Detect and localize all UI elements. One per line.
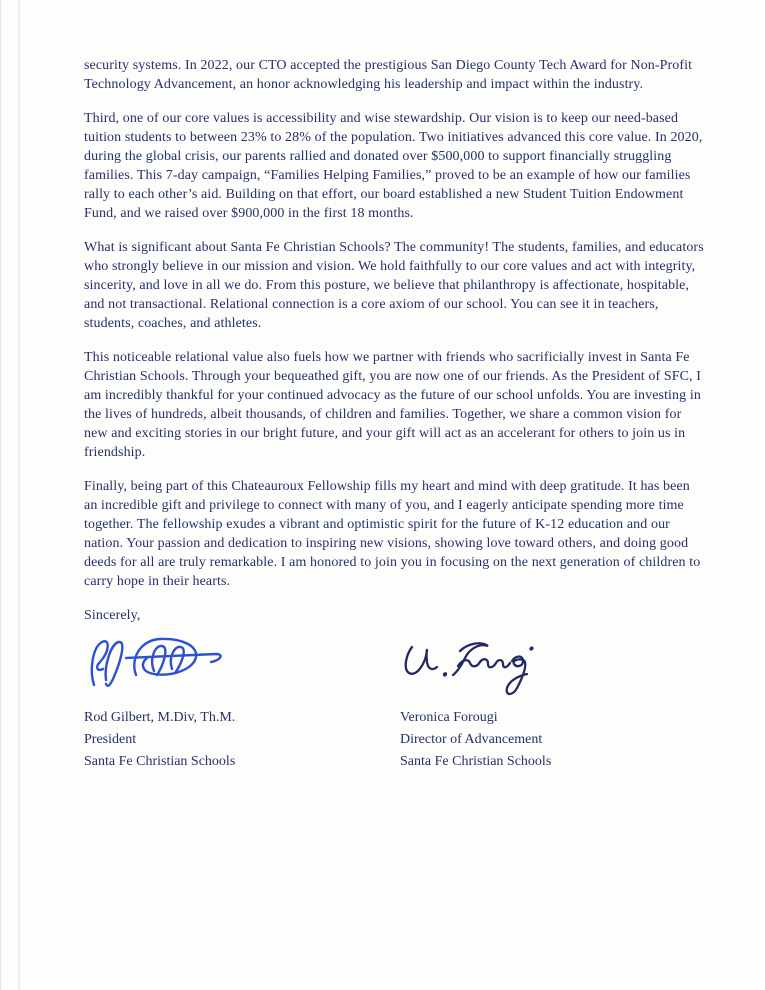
letter-closing: Sincerely, [84,608,141,623]
signer-organization: Santa Fe Christian Schools [400,754,552,769]
rod-gilbert-signature-handwriting [84,631,234,703]
signer-name: Rod Gilbert, M.Div, Th.M. [84,710,236,725]
letter-body [84,56,706,773]
letter-paragraph: This noticeable relational value also fuels how we partner with friends who sacrificially invest in Santa Fe Christian Schools. Through your bequeathed gift, you are now one of our friends. As the President of SFC, I am incredibly thankful for your continued advocacy as the future of our school unfolds. You are investing in the lives of hundreds, albeit thousands, of children and families. Together, we share a common vision for new and exciting stories in our bright future, and your gift will act as an accelerant for others to join us in friendship. [84,350,702,460]
letter-paragraph: Finally, being part of this Chateauroux Fellowship fills my heart and mind with deep gratitude. It has been an incredible gift and privilege to connect with many of you, and I eagerly anticipate spending more time together. The fellowship exudes a vibrant and optimistic spirit for the future of K-12 education and our nation. Your passion and dedication to inspiring new visions, showing love toward others, and doing good deeds for all are truly remarkable. I am honored to join you in focusing on the next generation of children to carry hope in their hearts. [84,479,701,589]
signer-title: Director of Advancement [400,732,543,747]
signer-title: President [84,732,137,747]
letter-paragraph: Third, one of our core values is accessibility and wise stewardship. Our vision is to keep our need-based tuition students to between 23% to 28% of the population. Two initiatives advanced this core value. In 2020, during the global crisis, our parents rallied and donated over $500,000 to support financially struggling families. This 7-day campaign, “Families Helping Families,” proved to be an example of how our families rally to each other’s aid. Building on that effort, our board established a new Student Tuition Endowment Fund, and we raised over $900,000 in the first 18 months. [84,111,703,221]
signature-block-rod-gilbert [84,631,400,773]
signer-organization: Santa Fe Christian Schools [84,754,236,769]
scan-artifact-streak [18,0,20,990]
signer-name: Veronica Forougi [400,710,498,725]
page-left-edge-scan-line [0,0,1,990]
veronica-forougi-signature-handwriting [400,631,545,703]
letter-paragraph: security systems. In 2022, our CTO accepted the prestigious San Diego County Tech Award for Non-Profit Technology Advancement, an honor acknowledging his leadership and impact within the industry. [84,58,693,92]
letter-paragraph: What is significant about Santa Fe Christian Schools? The community! The students, families, and educators who strongly believe in our mission and vision. We hold faithfully to our core values and act with integrity, sincerity, and love in all we do. From this posture, we believe that philanthropy is affectionate, hospitable, and not transactional. Relational connection is a core axiom of our school. You can see it in teachers, students, coaches, and athletes. [84,240,704,331]
signature-block-veronica-forougi [400,631,706,773]
signature-row [84,631,706,773]
